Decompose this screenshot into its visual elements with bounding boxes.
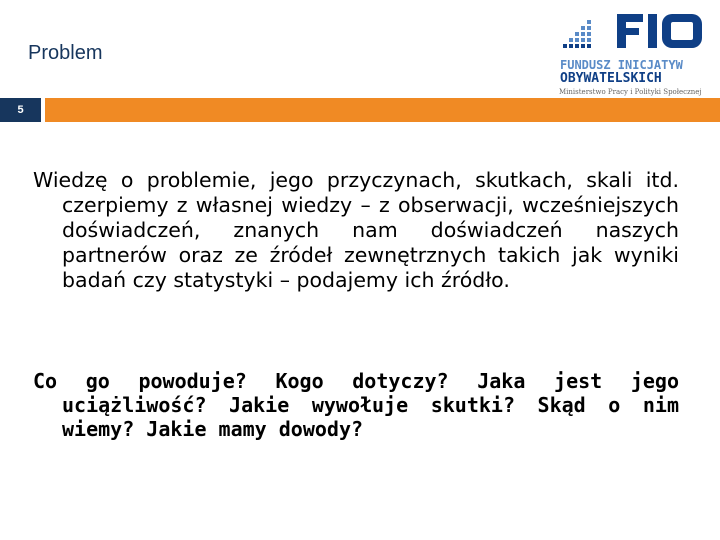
slide-number-box bbox=[0, 98, 41, 122]
fio-logo-mark-icon bbox=[555, 8, 715, 58]
fio-logo bbox=[555, 8, 715, 98]
body-paragraph-1: Wiedzę o problemie, jego przyczynach, skutkach, skali itd. czerpiemy z własnej wiedzy – z obserwacji, wcześniejszych doświadczeń, znanych nam doświadczeń naszych partnerów oraz ze źródeł zewnętrznych takich jak wyniki badań czy statystyki – podajemy ich źródło. bbox=[33, 168, 679, 292]
header-accent-bar bbox=[45, 98, 720, 122]
body-paragraph-2: Co go powoduje? Kogo dotyczy? Jaka jest jego uciążliwość? Jakie wywołuje skutki? Skąd o nim wiemy? Jakie mamy dowody? bbox=[33, 369, 679, 441]
logo-line1: FUNDUSZ INICJATYW bbox=[560, 58, 683, 72]
logo-caption: Ministerstwo Pracy i Polityki Społecznej bbox=[559, 88, 702, 96]
logo-line2: OBYWATELSKICH bbox=[560, 71, 662, 86]
slide-number: 5 bbox=[17, 104, 24, 116]
slide-title: Problem bbox=[28, 42, 103, 64]
